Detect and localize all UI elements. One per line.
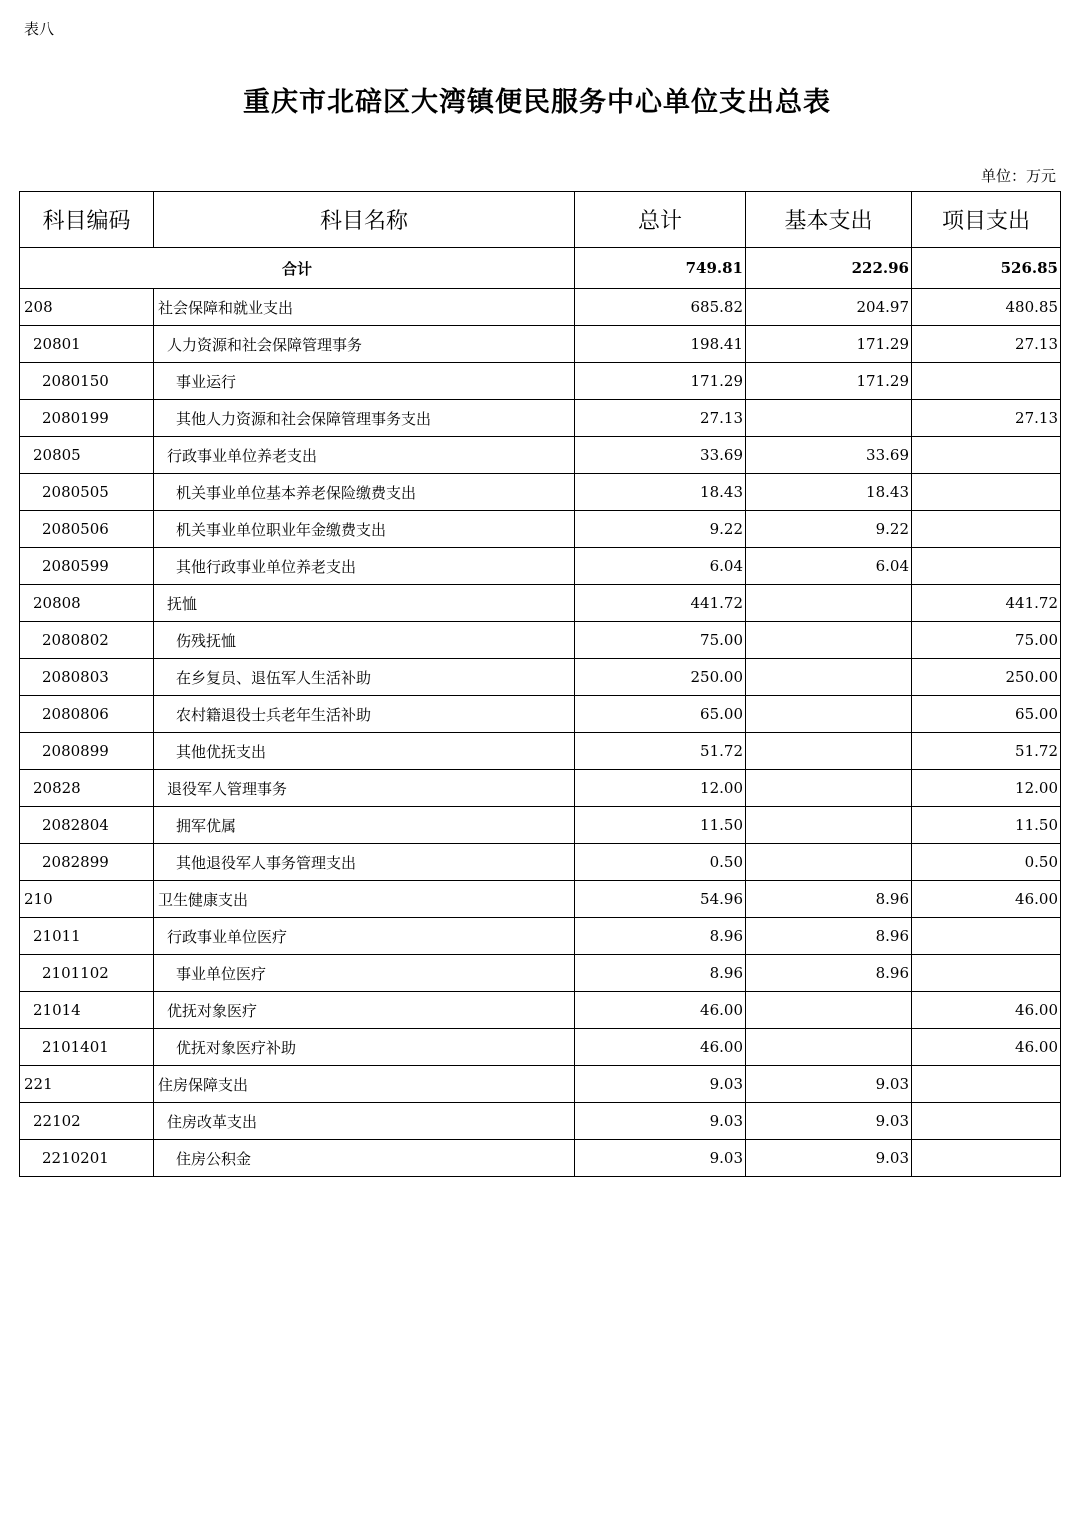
row-name: 其他人力资源和社会保障管理事务支出	[154, 400, 575, 437]
row-code: 2080150	[20, 363, 154, 400]
row-total: 0.50	[575, 844, 746, 881]
header-basic: 基本支出	[746, 192, 912, 248]
row-total: 12.00	[575, 770, 746, 807]
header-code: 科目编码	[20, 192, 154, 248]
row-total: 33.69	[575, 437, 746, 474]
row-total: 54.96	[575, 881, 746, 918]
row-basic	[746, 1029, 912, 1066]
row-code: 2080199	[20, 400, 154, 437]
row-code: 2080505	[20, 474, 154, 511]
row-basic: 171.29	[746, 326, 912, 363]
row-total: 46.00	[575, 1029, 746, 1066]
table-row	[20, 1140, 1061, 1177]
row-name: 拥军优属	[154, 807, 575, 844]
row-name: 抚恤	[154, 585, 575, 622]
row-code: 2080899	[20, 733, 154, 770]
row-code: 2080599	[20, 548, 154, 585]
row-project: 46.00	[912, 992, 1061, 1029]
row-basic: 204.97	[746, 289, 912, 326]
row-project	[912, 1103, 1061, 1140]
row-code: 210	[20, 881, 154, 918]
row-total: 8.96	[575, 955, 746, 992]
total-row	[20, 248, 1061, 289]
row-project: 27.13	[912, 326, 1061, 363]
row-code: 2082804	[20, 807, 154, 844]
row-name: 卫生健康支出	[154, 881, 575, 918]
table-row	[20, 955, 1061, 992]
table-row	[20, 622, 1061, 659]
row-name: 其他行政事业单位养老支出	[154, 548, 575, 585]
row-name: 行政事业单位医疗	[154, 918, 575, 955]
table-row	[20, 844, 1061, 881]
row-code: 21014	[20, 992, 154, 1029]
row-total: 51.72	[575, 733, 746, 770]
row-name: 机关事业单位基本养老保险缴费支出	[154, 474, 575, 511]
table-row	[20, 1066, 1061, 1103]
row-project	[912, 1066, 1061, 1103]
row-basic	[746, 733, 912, 770]
row-name: 优抚对象医疗补助	[154, 1029, 575, 1066]
row-project: 11.50	[912, 807, 1061, 844]
unit-label: 单位：万元	[980, 167, 1056, 185]
row-code: 208	[20, 289, 154, 326]
row-basic: 9.03	[746, 1140, 912, 1177]
row-project: 250.00	[912, 659, 1061, 696]
row-project: 51.72	[912, 733, 1061, 770]
row-basic: 8.96	[746, 955, 912, 992]
row-total: 198.41	[575, 326, 746, 363]
row-total: 6.04	[575, 548, 746, 585]
total-basic: 222.96	[746, 248, 912, 289]
row-project: 0.50	[912, 844, 1061, 881]
table-row	[20, 437, 1061, 474]
table-row	[20, 659, 1061, 696]
row-basic	[746, 992, 912, 1029]
row-total: 27.13	[575, 400, 746, 437]
row-name: 其他优抚支出	[154, 733, 575, 770]
row-name: 其他退役军人事务管理支出	[154, 844, 575, 881]
row-project: 441.72	[912, 585, 1061, 622]
row-name: 事业运行	[154, 363, 575, 400]
row-basic: 9.03	[746, 1066, 912, 1103]
table-row	[20, 733, 1061, 770]
table-row	[20, 1103, 1061, 1140]
row-name: 机关事业单位职业年金缴费支出	[154, 511, 575, 548]
row-code: 20828	[20, 770, 154, 807]
row-code: 21011	[20, 918, 154, 955]
row-code: 2101102	[20, 955, 154, 992]
row-basic	[746, 696, 912, 733]
page-title: 重庆市北碚区大湾镇便民服务中心单位支出总表	[243, 87, 831, 118]
row-basic	[746, 400, 912, 437]
row-basic: 8.96	[746, 918, 912, 955]
row-total: 65.00	[575, 696, 746, 733]
row-total: 171.29	[575, 363, 746, 400]
table-header-row	[20, 192, 1061, 248]
row-project: 480.85	[912, 289, 1061, 326]
row-code: 2080506	[20, 511, 154, 548]
row-code: 20808	[20, 585, 154, 622]
row-total: 8.96	[575, 918, 746, 955]
row-total: 75.00	[575, 622, 746, 659]
total-project: 526.85	[912, 248, 1061, 289]
row-code: 20801	[20, 326, 154, 363]
row-name: 伤残抚恤	[154, 622, 575, 659]
row-total: 250.00	[575, 659, 746, 696]
row-code: 2080802	[20, 622, 154, 659]
row-name: 住房改革支出	[154, 1103, 575, 1140]
table-row	[20, 474, 1061, 511]
row-name: 农村籍退役士兵老年生活补助	[154, 696, 575, 733]
total-label: 合计	[20, 248, 575, 289]
row-project: 46.00	[912, 1029, 1061, 1066]
table-row	[20, 807, 1061, 844]
row-code: 2210201	[20, 1140, 154, 1177]
row-name: 优抚对象医疗	[154, 992, 575, 1029]
row-project	[912, 1140, 1061, 1177]
row-total: 46.00	[575, 992, 746, 1029]
row-basic: 6.04	[746, 548, 912, 585]
row-name: 住房公积金	[154, 1140, 575, 1177]
table-row	[20, 585, 1061, 622]
row-total: 11.50	[575, 807, 746, 844]
row-name: 在乡复员、退伍军人生活补助	[154, 659, 575, 696]
row-project	[912, 511, 1061, 548]
row-code: 20805	[20, 437, 154, 474]
row-project	[912, 437, 1061, 474]
row-project: 75.00	[912, 622, 1061, 659]
header-name: 科目名称	[154, 192, 575, 248]
row-code: 2080806	[20, 696, 154, 733]
table-row	[20, 289, 1061, 326]
row-code: 221	[20, 1066, 154, 1103]
row-project: 27.13	[912, 400, 1061, 437]
header-project: 项目支出	[912, 192, 1061, 248]
row-basic: 9.03	[746, 1103, 912, 1140]
table-row	[20, 1029, 1061, 1066]
row-basic: 18.43	[746, 474, 912, 511]
row-total: 9.22	[575, 511, 746, 548]
row-basic	[746, 807, 912, 844]
table-row	[20, 992, 1061, 1029]
expenditure-table	[19, 191, 1061, 1177]
row-basic: 33.69	[746, 437, 912, 474]
row-basic	[746, 585, 912, 622]
table-row	[20, 696, 1061, 733]
row-name: 住房保障支出	[154, 1066, 575, 1103]
row-code: 2080803	[20, 659, 154, 696]
table-row	[20, 363, 1061, 400]
document-label: 表八	[24, 20, 55, 38]
row-project	[912, 955, 1061, 992]
row-basic	[746, 770, 912, 807]
row-code: 2082899	[20, 844, 154, 881]
row-name: 事业单位医疗	[154, 955, 575, 992]
row-basic	[746, 659, 912, 696]
row-basic	[746, 622, 912, 659]
table-row	[20, 918, 1061, 955]
row-total: 9.03	[575, 1103, 746, 1140]
row-basic: 171.29	[746, 363, 912, 400]
row-code: 22102	[20, 1103, 154, 1140]
row-total: 18.43	[575, 474, 746, 511]
table-row	[20, 326, 1061, 363]
header-total: 总计	[575, 192, 746, 248]
row-project	[912, 548, 1061, 585]
row-project: 12.00	[912, 770, 1061, 807]
table-row	[20, 770, 1061, 807]
table-row	[20, 511, 1061, 548]
row-total: 441.72	[575, 585, 746, 622]
row-project	[912, 474, 1061, 511]
row-project	[912, 363, 1061, 400]
row-project: 65.00	[912, 696, 1061, 733]
row-name: 人力资源和社会保障管理事务	[154, 326, 575, 363]
row-basic	[746, 844, 912, 881]
total-value: 749.81	[575, 248, 746, 289]
row-basic: 9.22	[746, 511, 912, 548]
row-total: 9.03	[575, 1140, 746, 1177]
row-total: 685.82	[575, 289, 746, 326]
row-total: 9.03	[575, 1066, 746, 1103]
row-project	[912, 918, 1061, 955]
row-name: 退役军人管理事务	[154, 770, 575, 807]
row-basic: 8.96	[746, 881, 912, 918]
row-name: 行政事业单位养老支出	[154, 437, 575, 474]
row-code: 2101401	[20, 1029, 154, 1066]
table-row	[20, 548, 1061, 585]
table-row	[20, 881, 1061, 918]
row-project: 46.00	[912, 881, 1061, 918]
row-name: 社会保障和就业支出	[154, 289, 575, 326]
table-row	[20, 400, 1061, 437]
